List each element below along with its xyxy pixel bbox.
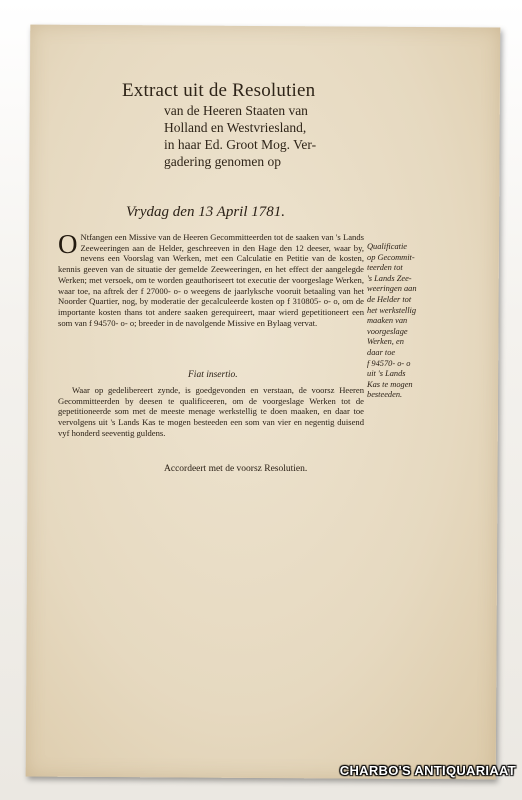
margin-note-line: Qualificatie [367,242,408,251]
margin-note-line: de Helder tot [367,294,412,304]
margin-note-line: teerden tot [367,263,403,273]
margin-note-line: 's Lands Zee- [367,273,412,283]
margin-note-line: Werken, en [367,337,404,347]
paragraph-text: Ntfangen een Missive van de Heeren Gecommitteerden tot de saaken van 's Lands Zeeweeringen aan de Helder, geschreeven in den Hage den 12 deeser, waar by, nevens een Voorslag van Werken, met een Calculatie en Petitie van de kosten, kennis geeven van de situatie der gemelde Zeeweeringen, en het effect der aangelegde Werken; met versoek, om te worden geauthoriseert tot executie der voorgeslage Werken, waar toe, na aftrek der f 27000- o- o weegens de jaarlyksche vooruit betaaling van het Noorder Quartier, nog, by moderatie der gecalculeerde kosten op f 310805- o- o, om de importante kosten thans tot andere saaken gerequireert, maar wierd gepetitioneert een som van f 94570- o- o; breeder in de navolgende Missive en Bylaag vervat. [58,232,364,328]
margin-note-line: het werkstellig [367,305,417,315]
title-line: Holland en Westvriesland, [164,120,307,135]
drop-capital: O [58,229,78,259]
margin-note-line: f 94570- o- o [367,358,411,368]
margin-note-line: maaken van [367,316,408,326]
margin-note-line: weeringen aan [367,284,417,294]
title-line: van de Heeren Staaten van [164,103,308,118]
title-line: in haar Ed. Groot Mog. Ver- [164,137,317,152]
date-line: Vrydag den 13 April 1781. [126,204,286,220]
margin-note [367,242,437,401]
title-line: gadering genomen op [164,154,281,169]
resolution-paragraph: Waar op gedelibereert zynde, is goedgevonden en verstaan, de voorsz Heeren Gecommitteerden by deesen te qualificeeren, om de voorgeslage Werken tot de gepetitioneerde som met de meeste menage werkstellig te doen maaken, en daar toe vervolgens uit 's Lands Kas te mogen besteeden een som van vier en negentig duisend vyf honderd seeventig guldens. [58,385,364,438]
margin-note-line: uit 's Lands [367,369,406,379]
title-line: Extract uit de Resolutien [122,80,316,101]
margin-note-line: besteeden. [367,390,403,400]
main-paragraph [58,229,364,328]
fiat-insertio: Fiat insertio. [188,370,238,380]
accordeert-line: Accordeert met de voorsz Resolutien. [164,464,308,474]
document-title [122,80,382,170]
margin-note-line: Kas te mogen [367,379,413,389]
margin-note-line: op Gecommit- [367,252,415,262]
margin-note-line: voorgeslage [367,326,408,336]
margin-note-line: daar toe [367,347,396,357]
watermark-text: CHARBO'S ANTIQUARIAAT [339,763,516,778]
